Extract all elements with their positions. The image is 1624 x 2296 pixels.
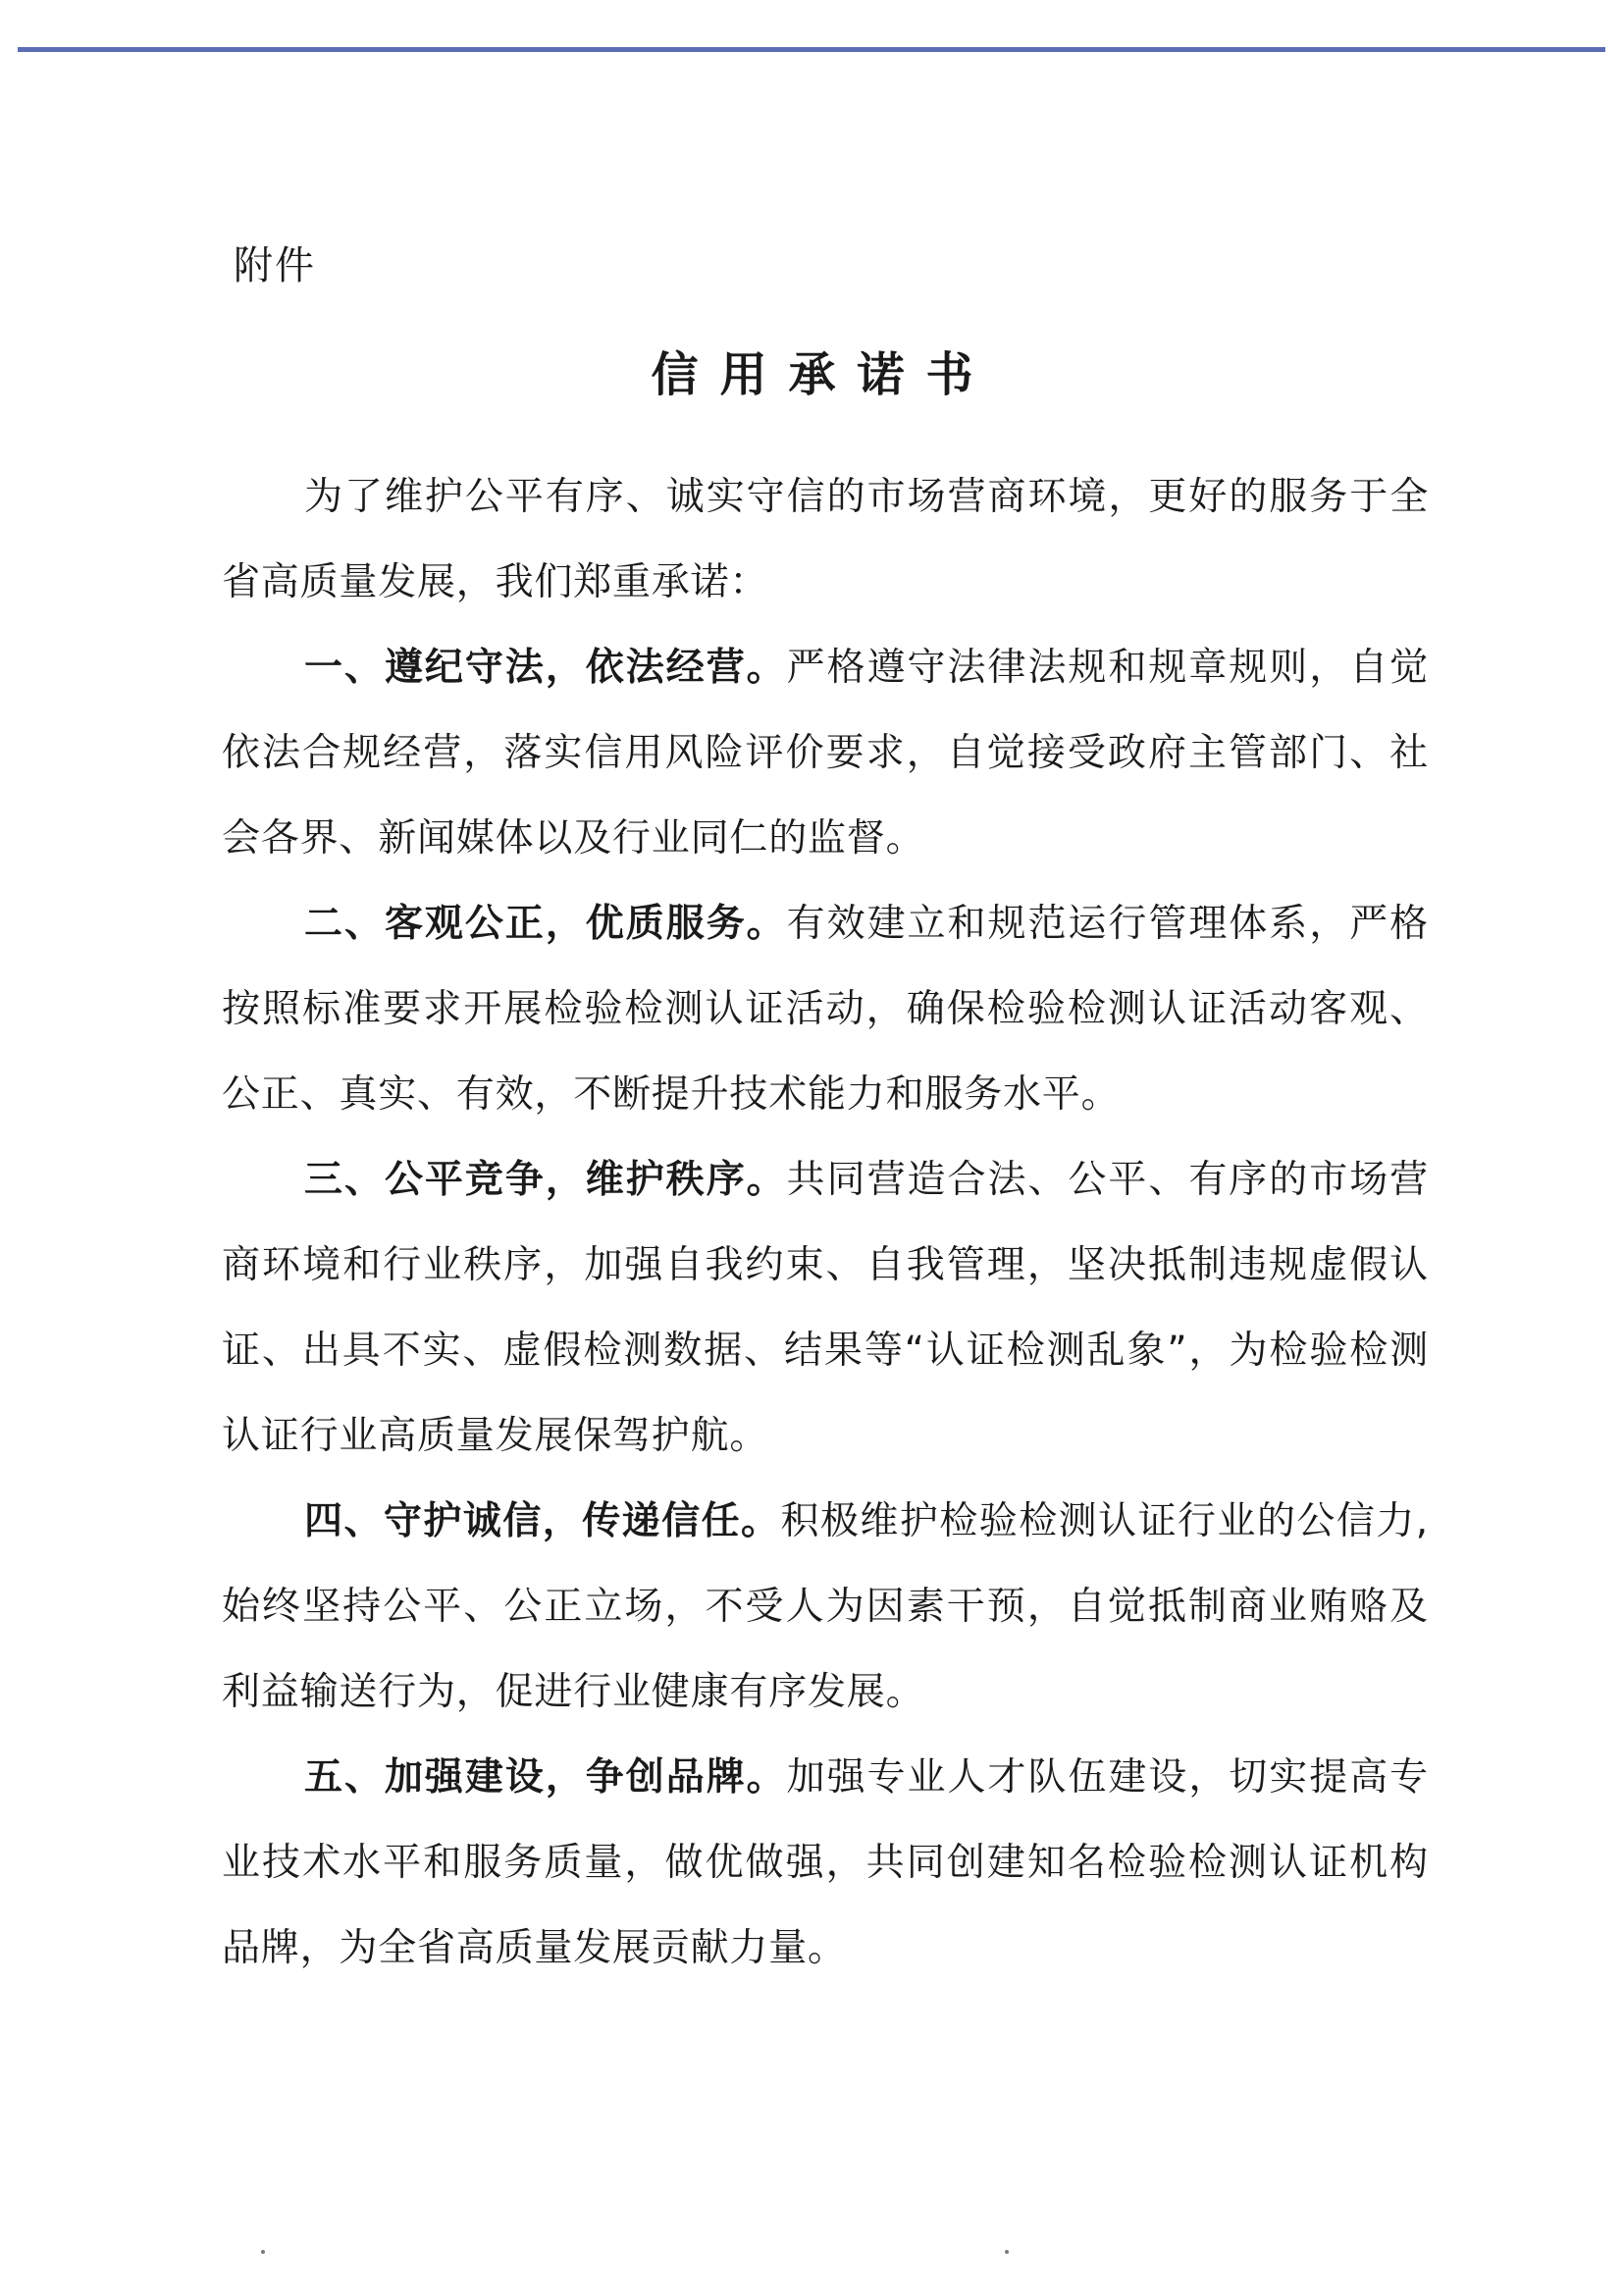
commitment-paragraph-1	[222, 625, 1429, 881]
commitment-paragraph-4	[222, 1479, 1429, 1735]
commitment-paragraph-5	[222, 1735, 1429, 1991]
commitment-paragraph-3	[222, 1137, 1429, 1479]
document-title: 信用承诺书	[651, 347, 995, 402]
commitment-heading-5: 五、加强建设，争创品牌。	[304, 1755, 787, 1800]
commitment-text-4: 积极维护检验检测认证行业的公信力,始终坚持公平、公正立场，不受人为因素干预，自觉抵制商业贿赂及利益输送行为，促进行业健康有序发展。	[222, 1499, 1429, 1714]
document-body	[222, 454, 1429, 1991]
commitment-text-2: 有效建立和规范运行管理体系，严格按照标准要求开展检验检测认证活动，确保检验检测认证活动客观、公正、真实、有效，不断提升技术能力和服务水平。	[222, 902, 1429, 1117]
attachment-label: 附件	[234, 243, 316, 288]
commitment-text-5: 加强专业人才队伍建设，切实提高专业技术水平和服务质量，做优做强，共同创建知名检验检测认证机构品牌，为全省高质量发展贡献力量。	[222, 1755, 1429, 1970]
commitment-heading-3: 三、公平竞争，维护秩序。	[304, 1158, 787, 1202]
scan-speck	[1005, 2250, 1009, 2254]
commitment-text-3: 共同营造合法、公平、有序的市场营商环境和行业秩序，加强自我约束、自我管理，坚决抵制违规虚假认证、出具不实、虚假检测数据、结果等“认证检测乱象”，为检验检测认证行业高质量发展保驾护航。	[222, 1158, 1429, 1458]
header-rule	[18, 47, 1605, 52]
commitment-text-1: 严格遵守法律法规和规章规则，自觉依法合规经营，落实信用风险评价要求，自觉接受政府主管部门、社会各界、新闻媒体以及行业同仁的监督。	[222, 646, 1429, 861]
commitment-heading-2: 二、客观公正，优质服务。	[304, 902, 787, 946]
commitment-heading-4: 四、守护诚信，传递信任。	[304, 1499, 781, 1543]
scan-speck	[261, 2250, 265, 2254]
intro-paragraph: 为了维护公平有序、诚实守信的市场营商环境，更好的服务于全省高质量发展，我们郑重承诺：	[222, 475, 1429, 604]
commitment-heading-1: 一、遵纪守法，依法经营。	[304, 646, 787, 690]
commitment-paragraph-2	[222, 881, 1429, 1137]
